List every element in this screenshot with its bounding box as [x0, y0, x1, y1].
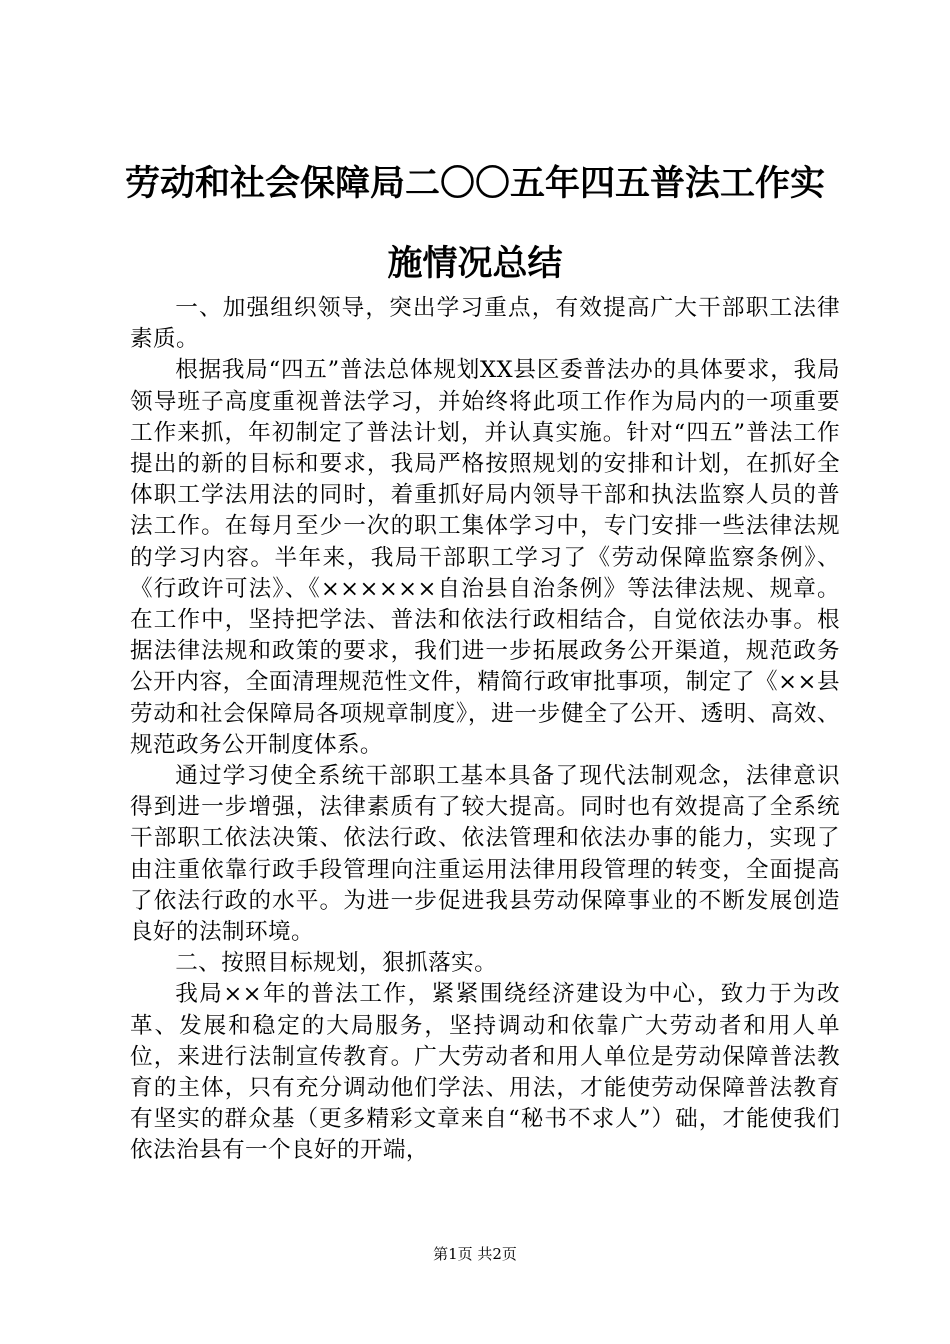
body-paragraph-3: 我局××年的普法工作，紧紧围绕经济建设为中心，致力于为改革、发展和稳定的大局服务，坚持调动和依靠广大劳动者和用人单位，来进行法制宣传教育。广大劳动者和用人单位是劳动保障普法教育的主体，只有充分调动他们学法、用法，才能使劳动保障普法教育有坚实的群众基（更多精彩文章来自“秘书不求人”）础，才能使我们依法治县有一个良好的开端， [130, 981, 840, 1164]
document-title-line-1: 劳动和社会保障局二〇〇五年四五普法工作实 [124, 163, 825, 204]
section-heading-2: 二、按照目标规划，狠抓落实。 [175, 950, 498, 977]
body-paragraph-2: 通过学习使全系统干部职工基本具备了现代法制观念，法律意识得到进一步增强，法律素质有了较大提高。同时也有效提高了全系统干部职工依法决策、依法行政、依法管理和依法办事的能力，实现了由注重依靠行政手段管理向注重运用法律用段管理的转变，全面提高了依法行政的水平。为进一步促进我县劳动保障事业的不断发展创造良好的法制环境。 [130, 763, 840, 946]
document-body [130, 293, 840, 1167]
body-paragraph-1: 根据我局“四五”普法总体规划XX县区委普法办的具体要求，我局领导班子高度重视普法学习，并始终将此项工作作为局内的一项重要工作来抓，年初制定了普法计划，并认真实施。针对“四五”普法工作提出的新的目标和要求，我局严格按照规划的安排和计划，在抓好全体职工学法用法的同时，着重抓好局内领导干部和执法监察人员的普法工作。在每月至少一次的职工集体学习中，专门安排一些法律法规的学习内容。半年来，我局干部职工学习了《劳动保障监察条例》、《行政许可法》、《××××××自治县自治条例》等法律法规、规章。在工作中，坚持把学法、普法和依法行政相结合，自觉依法办事。根据法律法规和政策的要求，我们进一步拓展政务公开渠道，规范政务公开内容，全面清理规范性文件，精简行政审批事项，制定了《××县劳动和社会保障局各项规章制度》，进一步健全了公开、透明、高效、规范政务公开制度体系。 [130, 357, 840, 758]
page-footer: 第1页 共2页 [433, 1245, 517, 1263]
document-title-line-2: 施情况总结 [387, 243, 563, 284]
section-heading-1: 一、加强组织领导，突出学习重点，有效提高广大干部职工法律素质。 [130, 295, 840, 353]
